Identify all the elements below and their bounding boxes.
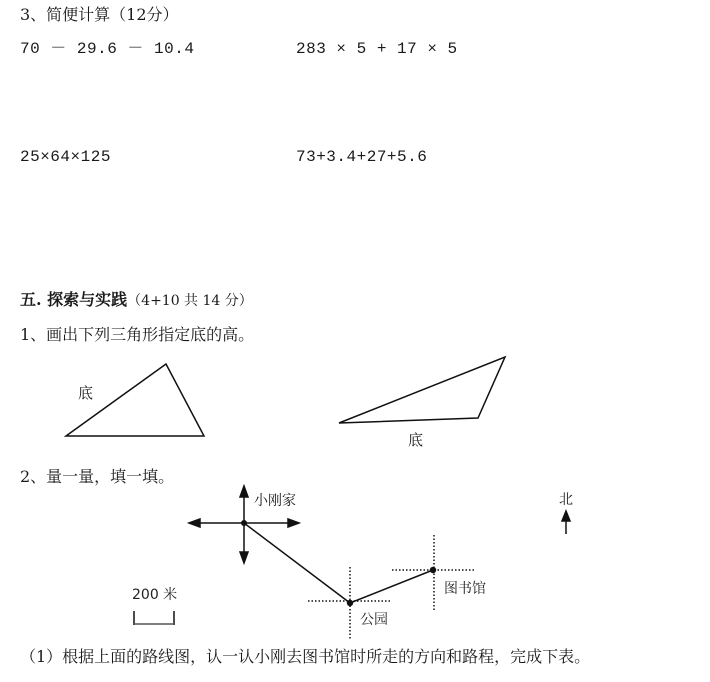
triangle-1-base-label: 底 xyxy=(78,384,94,402)
problem-2: 283 × 5 + 17 × 5 xyxy=(296,40,458,58)
park-point xyxy=(347,600,353,606)
library-label: 图书馆 xyxy=(444,581,486,597)
scale-label: 200 米 xyxy=(132,587,178,603)
north-arrow-icon xyxy=(562,511,570,534)
scale-bar xyxy=(134,611,174,625)
home-label: 小刚家 xyxy=(254,493,296,509)
triangle-2 xyxy=(339,357,505,423)
triangle-2-base-label: 底 xyxy=(408,431,424,449)
route-line xyxy=(244,523,433,603)
section5-title: 五. 探索与实践 xyxy=(20,290,128,309)
problem-1: 70 － 29.6 － 10.4 xyxy=(20,40,195,58)
problem-3: 25×64×125 xyxy=(20,148,111,166)
park-label: 公园 xyxy=(360,612,388,628)
question-1-text: 1、画出下列三角形指定底的高。 xyxy=(20,325,255,344)
sub-question-1-text: （1）根据上面的路线图，认一认小刚去图书馆时所走的方向和路程，完成下表。 xyxy=(20,647,591,666)
problem-4: 73+3.4+27+5.6 xyxy=(296,148,428,166)
section5-score: （4+10 共 14 分） xyxy=(127,293,253,309)
library-point xyxy=(430,567,436,573)
section3-heading: 3、简便计算（12分） xyxy=(20,5,179,24)
question-2-text: 2、量一量，填一填。 xyxy=(20,467,175,486)
north-label: 北 xyxy=(559,492,573,508)
